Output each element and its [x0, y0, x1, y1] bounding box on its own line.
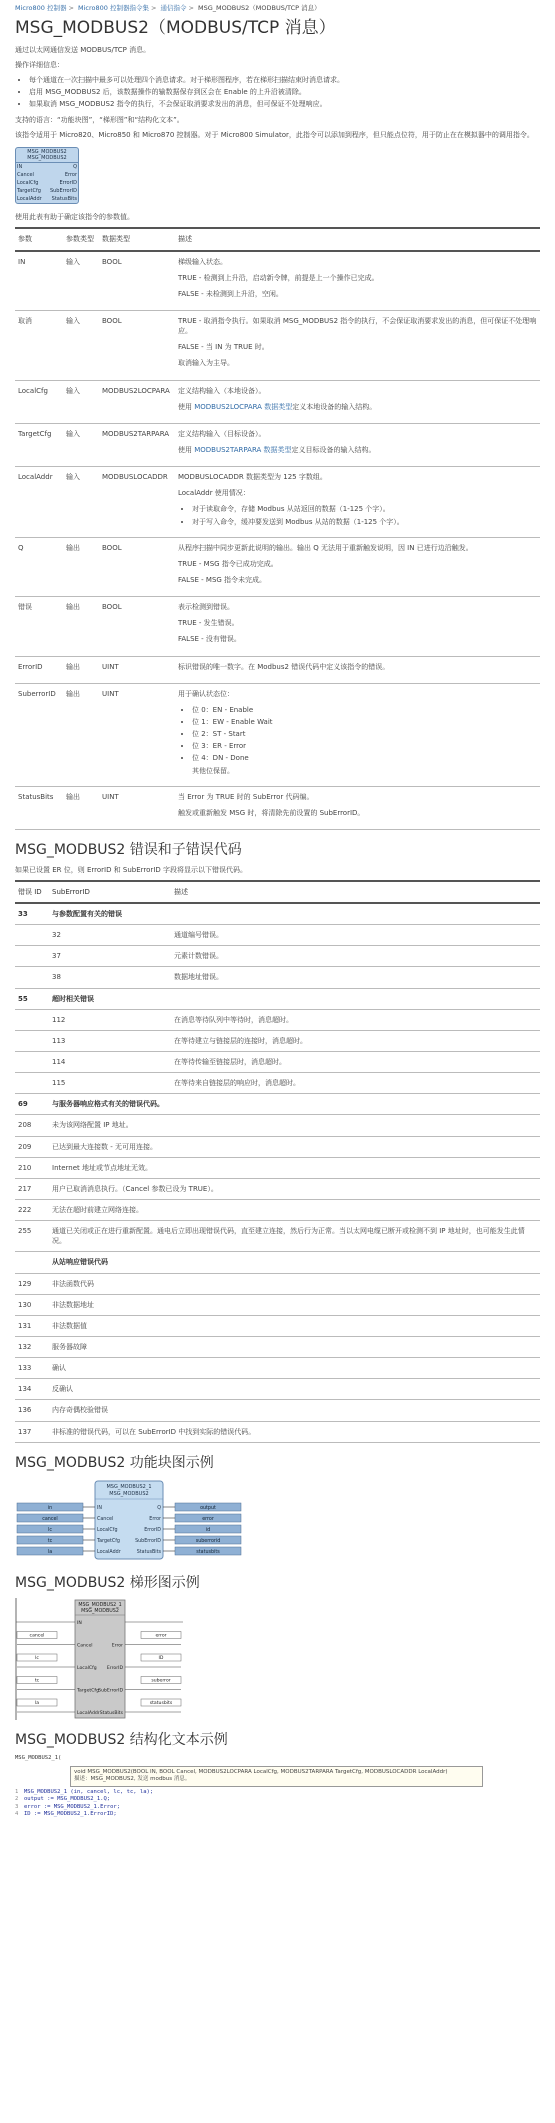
- line-number: 4: [15, 1811, 19, 1818]
- fbd-input-pin: LocalAddr: [97, 1550, 121, 1556]
- param-name-cell: SuberrorID: [15, 683, 63, 786]
- table-row: [15, 1094, 540, 1115]
- description-text: 当 Error 为 TRUE 时的 SubError 代码编。: [178, 792, 314, 801]
- applies-to: 该指令适用于 Micro820、Micro850 和 Micro870 控制器。对于 Micro800 Simulator，此指令可以添加到程序，但只能点位符，用于防止在在模拟器中的调用指令。: [15, 130, 534, 139]
- list-item: • 启用 MSG_MODBUS2 后，该数据操作的输数据保存到区会在 Enable 的上升沿被清除。: [29, 87, 540, 97]
- description-text: 标识错误的唯一数字。在 Modbus2 错误代码中定义该指令的错误。: [178, 662, 390, 671]
- function-block-diagram: [15, 147, 79, 205]
- description-text: FALSE - MSG 指令未完成。: [178, 575, 267, 584]
- st-tooltip: [70, 1766, 483, 1787]
- error-id-cell: 255: [15, 1221, 49, 1252]
- error-description-cell: 非法函数代码: [49, 1273, 540, 1294]
- param-type-cell: 输出: [63, 786, 99, 829]
- ladder-input-pin: Cancel: [77, 1643, 93, 1649]
- description-text: TRUE - 取消指令执行。如果取消 MSG_MODBUS2 指令的执行，不会保证取消要求发出的消息，但可保证不处理响应。: [178, 317, 537, 336]
- breadcrumb-current: MSG_MODBUS2（MODBUS/TCP 消息）: [198, 4, 321, 12]
- fbd-input-pin: IN: [97, 1506, 103, 1512]
- code-line: [15, 1789, 540, 1796]
- description-link-line: [178, 402, 537, 412]
- fbd-output-pin: Error: [149, 1517, 161, 1523]
- error-id-cell: 134: [15, 1379, 49, 1400]
- table-row: [15, 656, 540, 683]
- data-type-cell: MODBUS2LOCPARA: [99, 380, 175, 423]
- error-description-cell: 非法数据值: [49, 1315, 540, 1336]
- table-row: [15, 903, 540, 925]
- table-row: [15, 380, 540, 423]
- table-row: [15, 1421, 540, 1442]
- ld-section-title: MSG_MODBUS2 梯形图示例: [15, 1575, 200, 1592]
- header-description: 描述: [175, 228, 540, 250]
- error-description-cell: 数据地址错误。: [171, 967, 540, 988]
- st-tooltip-signature: void MSG_MODBUS2(BOOL IN, BOOL Cancel, MODBUS2LOCPARA LocalCfg, MODBUS2TARPARA TargetCfg, MODBUSLOCADDR LocalAddr): [74, 1769, 448, 1776]
- table-row: [15, 1252, 540, 1273]
- ladder-input-pin: LocalAddr: [77, 1711, 100, 1717]
- error-description-cell: 在等待建立与链接层的连接时，消息超时。: [171, 1030, 540, 1051]
- error-description-cell: Internet 地址或节点地址无效。: [49, 1157, 540, 1178]
- fbd-block-title: MSG_MODBUS2_1: [106, 1484, 152, 1491]
- param-name-cell: ErrorID: [15, 656, 63, 683]
- fbd-output-pin: ErrorID: [144, 1528, 161, 1534]
- table-intro: 使用此表有助于确定该指令的参数值。: [15, 213, 134, 222]
- param-type-cell: 输出: [63, 683, 99, 786]
- header-error-id: 错误 ID: [15, 881, 49, 903]
- table-row: [15, 423, 540, 466]
- description-text: 用于确认状态位：: [178, 689, 234, 698]
- table-row: [15, 1157, 540, 1178]
- breadcrumb-link-instruction-set[interactable]: Micro800 控制器指令集: [78, 4, 149, 12]
- error-description-cell: 确认: [49, 1358, 540, 1379]
- error-description-cell: 在等待来自链接层的响应时，消息超时。: [171, 1073, 540, 1094]
- table-row: [15, 1358, 540, 1379]
- error-id-cell: [15, 946, 49, 967]
- fbd-output-variable-label: id: [205, 1528, 211, 1534]
- data-type-cell: BOOL: [99, 251, 175, 311]
- param-type-cell: 输出: [63, 597, 99, 656]
- line-number: 3: [15, 1803, 19, 1810]
- header-description: 描述: [171, 881, 540, 903]
- error-group-label: 超时相关错误: [49, 988, 540, 1009]
- ladder-example-diagram: [15, 1598, 540, 1720]
- param-type-cell: 输出: [63, 656, 99, 683]
- error-description-cell: 已达到最大连接数 - 无可用连接。: [49, 1136, 540, 1157]
- error-description-cell: 非标准的错误代码，可以在 SubErrorID 中找到实际的错误代码。: [49, 1421, 540, 1442]
- ladder-input-pin: IN: [77, 1621, 82, 1627]
- link-prefix: 使用: [178, 402, 195, 411]
- error-description-cell: 无法在超时前建立网络连接。: [49, 1199, 540, 1220]
- error-id-cell: 222: [15, 1199, 49, 1220]
- ladder-output-variable-label: suberror: [151, 1678, 171, 1684]
- ladder-output-pin: ErrorID: [106, 1666, 123, 1672]
- block-pin-row: IN Q: [17, 164, 77, 171]
- error-id-cell: 132: [15, 1336, 49, 1357]
- table-row: [15, 467, 540, 538]
- error-id-cell: 210: [15, 1157, 49, 1178]
- error-id-cell: 130: [15, 1294, 49, 1315]
- param-name-cell: 错误: [15, 597, 63, 656]
- data-type-link[interactable]: MODBUS2LOCPARA 数据类型: [194, 402, 293, 411]
- description-cell: [175, 656, 540, 683]
- error-id-cell: [15, 925, 49, 946]
- op-details-list: [15, 75, 540, 109]
- errors-section-title: MSG_MODBUS2 错误和子错误代码: [15, 841, 242, 858]
- ladder-example-svg: [15, 1598, 185, 1720]
- description-link-line: [178, 445, 537, 455]
- suberror-id-cell: 114: [49, 1052, 171, 1073]
- error-description-cell: 元素计数错误。: [171, 946, 540, 967]
- fbd-input-pin: TargetCfg: [97, 1539, 120, 1545]
- error-id-cell: 129: [15, 1273, 49, 1294]
- ladder-output-variable-label: error: [155, 1633, 167, 1639]
- error-id-cell: 208: [15, 1115, 49, 1136]
- suberror-id-cell: 112: [49, 1009, 171, 1030]
- st-tooltip-description: 描述：MSG_MODBUS2, 发送 modbus 消息。: [74, 1776, 191, 1783]
- param-type-cell: 输入: [63, 423, 99, 466]
- description-text: 梯级输入状态。: [178, 257, 227, 266]
- table-row: [15, 1052, 540, 1073]
- block-pin-row: Cancel Error: [17, 172, 77, 179]
- param-name-cell: TargetCfg: [15, 423, 63, 466]
- table-row: [15, 1400, 540, 1421]
- error-description-cell: 用户已取消消息执行。（Cancel 参数已设为 TRUE）。: [49, 1178, 540, 1199]
- table-row: [15, 683, 540, 786]
- error-id-cell: 137: [15, 1421, 49, 1442]
- table-row: [15, 251, 540, 311]
- description-text: 触发或重新触发 MSG 时，将清除先前设置的 SubErrorID。: [178, 808, 365, 817]
- list-item: • 位 4：DN - Done: [192, 753, 537, 763]
- description-cell: [175, 311, 540, 381]
- error-description-cell: 未为该网络配置 IP 地址。: [49, 1115, 540, 1136]
- st-editor-tab[interactable]: MSG_MODBUS2_1(: [15, 1755, 62, 1762]
- error-id-cell: 209: [15, 1136, 49, 1157]
- description-text: 定义结构输入（目标设备）。: [178, 429, 266, 438]
- ladder-output-variable-label: statusbits: [149, 1701, 173, 1707]
- fbd-output-variable-label: error: [202, 1517, 214, 1523]
- ladder-output-pin: StatusBits: [99, 1711, 123, 1717]
- list-item: • 对于读取命令，存储 Modbus 从站返回的数据（1-125 个字）。: [192, 504, 537, 514]
- suberror-id-cell: 38: [49, 967, 171, 988]
- table-row: [15, 311, 540, 381]
- table-row: [15, 1273, 540, 1294]
- error-id-cell: [15, 1009, 49, 1030]
- link-suffix: 定义本地设备的输入结构。: [292, 402, 377, 411]
- op-details-title: 操作详细信息：: [15, 60, 64, 69]
- description-text: 从程序扫描中同步更新此说明的输出。输出 Q 无法用于重新触发说明，因 IN 已进行边沿触发。: [178, 543, 473, 552]
- table-row: [15, 988, 540, 1009]
- fbd-block-title: MSG_MODBUS2: [109, 1491, 149, 1498]
- list-item: • 位 0：EN - Enable: [192, 705, 537, 715]
- error-code-table: [15, 880, 540, 1443]
- code-text: output := MSG_MODBUS2_1.Q;: [24, 1796, 111, 1803]
- description-text: FALSE - 未检测到上升沿，空闲。: [178, 289, 283, 298]
- header-data-type: 数据类型: [99, 228, 175, 250]
- error-id-cell: 133: [15, 1358, 49, 1379]
- ladder-block-title: MSG_MODBUS2: [81, 1609, 119, 1615]
- data-type-cell: UINT: [99, 683, 175, 786]
- error-group-id: [15, 1252, 49, 1273]
- description-cell: [175, 423, 540, 466]
- error-group-id: 69: [15, 1094, 49, 1115]
- param-name-cell: StatusBits: [15, 786, 63, 829]
- description-list: [178, 705, 537, 776]
- description-text: TRUE - 发生错误。: [178, 619, 239, 628]
- param-name-cell: IN: [15, 251, 63, 311]
- description-text: MODBUSLOCADDR 数据类型为 125 字数组。: [178, 473, 327, 482]
- breadcrumb-link-comm[interactable]: 通信指令: [160, 4, 187, 12]
- ladder-input-variable-label: la: [34, 1701, 40, 1707]
- fbd-example-svg: [15, 1477, 245, 1563]
- fbd-output-pin: Q: [157, 1506, 161, 1512]
- data-type-cell: MODBUSLOCADDR: [99, 467, 175, 538]
- param-name-cell: 取消: [15, 311, 63, 381]
- param-type-cell: 输入: [63, 467, 99, 538]
- param-type-cell: 输入: [63, 311, 99, 381]
- header-param: 参数: [15, 228, 63, 250]
- breadcrumb: Micro800 控制器 > Micro800 控制器指令集 > 通信指令 > MSG_MODBUS2（MODBUS/TCP 消息）: [15, 4, 321, 12]
- ladder-input-variable-label: cancel: [29, 1633, 45, 1639]
- intro-text: 通过以太网通信发送 MODBUS/TCP 消息。: [15, 45, 151, 54]
- table-row: [15, 1294, 540, 1315]
- link-suffix: 定义目标设备的输入结构。: [291, 445, 376, 454]
- fbd-output-pin: SubErrorID: [135, 1539, 161, 1545]
- error-group-label: 与服务器响应格式有关的错误代码。: [49, 1094, 540, 1115]
- list-item: • 对于写入命令，缓冲要发送到 Modbus 从站的数据（1-125 个字）。: [192, 517, 537, 527]
- block-title: MSG_MODBUS2 MSG_MODBUS2: [16, 148, 78, 164]
- list-item: • 位 3：ER - Error: [192, 741, 537, 751]
- description-cell: [175, 380, 540, 423]
- data-type-cell: UINT: [99, 786, 175, 829]
- ladder-output-pin: Error: [111, 1643, 123, 1649]
- ladder-output-variable-label: ID: [158, 1656, 164, 1662]
- ladder-input-pin: TargetCfg: [77, 1688, 99, 1694]
- ladder-block-title: MSG_MODBUS2_1: [78, 1603, 122, 1609]
- block-pin-row: LocalCfg ErrorID: [17, 180, 77, 187]
- error-id-cell: 136: [15, 1400, 49, 1421]
- description-list: [178, 504, 537, 526]
- description-cell: [175, 683, 540, 786]
- table-row: [15, 537, 540, 596]
- fbd-output-variable-label: suberrorid: [195, 1539, 221, 1545]
- errors-intro: 如果已设置 ER 位，则 ErrorID 和 SubErrorID 字段将显示以下错误代码。: [15, 865, 247, 874]
- list-item: • 每个通道在一次扫描中最多可以处理四个消息请求。对于梯形图程序，若在梯形扫描结束时消息请求。: [29, 75, 540, 85]
- description-note: 其他位保留。: [192, 766, 234, 775]
- ladder-input-pin: LocalCfg: [77, 1666, 97, 1672]
- st-editor: [15, 1755, 540, 1819]
- param-type-cell: 输入: [63, 380, 99, 423]
- data-type-cell: BOOL: [99, 537, 175, 596]
- link-prefix: 使用: [178, 445, 195, 454]
- line-number: 2: [15, 1796, 19, 1803]
- param-type-cell: 输入: [63, 251, 99, 311]
- table-row: [15, 1136, 540, 1157]
- ladder-output-pin: SubErrorID: [98, 1688, 123, 1694]
- error-id-cell: [15, 967, 49, 988]
- table-row: [15, 1315, 540, 1336]
- param-name-cell: LocalCfg: [15, 380, 63, 423]
- supported-languages: 支持的语言：“功能块图”，“梯形图”和“结构化文本”。: [15, 115, 184, 124]
- table-header-row: [15, 228, 540, 250]
- table-row: [15, 925, 540, 946]
- table-row: [15, 1221, 540, 1252]
- description-text: TRUE - 检测到上升沿，启动新令牌，前提是上一个操作已完成。: [178, 273, 379, 282]
- list-item: • 如果取消 MSG_MODBUS2 指令的执行，不会保证取消要求发出的消息，但可保证不处理响应。: [29, 99, 540, 109]
- suberror-id-cell: 115: [49, 1073, 171, 1094]
- table-header-row: [15, 881, 540, 903]
- parameter-table: [15, 227, 540, 830]
- error-group-id: 55: [15, 988, 49, 1009]
- table-row: [15, 597, 540, 656]
- param-type-cell: 输出: [63, 537, 99, 596]
- breadcrumb-link-controller[interactable]: Micro800 控制器: [15, 4, 67, 12]
- description-cell: [175, 537, 540, 596]
- table-row: [15, 1073, 540, 1094]
- table-row: [15, 1009, 540, 1030]
- description-text: 表示检测到错误。: [178, 603, 234, 612]
- error-group-label: 从站响应错误代码: [49, 1252, 540, 1273]
- description-text: TRUE - MSG 指令已成功完成。: [178, 559, 278, 568]
- error-group-label: 与参数配置有关的错误: [49, 903, 540, 925]
- description-cell: [175, 786, 540, 829]
- line-number: 1: [15, 1788, 19, 1795]
- param-name-cell: Q: [15, 537, 63, 596]
- error-description-cell: 服务器故障: [49, 1336, 540, 1357]
- fbd-input-pin: LocalCfg: [97, 1528, 118, 1534]
- ladder-input-variable-label: tc: [34, 1678, 40, 1684]
- fbd-input-variable-label: cancel: [42, 1517, 58, 1523]
- page-title: MSG_MODBUS2（MODBUS/TCP 消息）: [15, 18, 336, 39]
- suberror-id-cell: 37: [49, 946, 171, 967]
- code-text: MSG_MODBUS2_1 (in, cancel, lc, tc, la);: [24, 1788, 154, 1795]
- table-row: [15, 1030, 540, 1051]
- param-name-cell: LocalAddr: [15, 467, 63, 538]
- table-row: [15, 1178, 540, 1199]
- fbd-input-variable-label: la: [47, 1550, 53, 1556]
- error-description-cell: 通道已关闭或正在进行重新配置。通电后立即出现错误代码，直至建立连接，然后行为正常。当以太网电缆已断开或检测不到 IP 地址时，也可能发生此情况。: [49, 1221, 540, 1252]
- error-description-cell: 在等待传输至链接层时，消息超时。: [171, 1052, 540, 1073]
- table-row: [15, 1336, 540, 1357]
- error-id-cell: 131: [15, 1315, 49, 1336]
- description-text: 定义结构输入（本地设备）。: [178, 386, 266, 395]
- st-code-block[interactable]: [15, 1789, 540, 1819]
- data-type-link[interactable]: MODBUS2TARPARA 数据类型: [194, 445, 292, 454]
- table-row: [15, 1115, 540, 1136]
- block-pin-row: LocalAddr StatusBits: [17, 196, 77, 203]
- fbd-input-variable-label: in: [47, 1506, 53, 1512]
- ladder-input-variable-label: lc: [35, 1656, 39, 1662]
- error-group-id: 33: [15, 903, 49, 925]
- list-item: • 位 1：EW - Enable Wait: [192, 717, 537, 727]
- header-suberror-id: SubErrorID: [49, 881, 171, 903]
- ladder-block[interactable]: [75, 1600, 125, 1718]
- header-param-type: 参数类型: [63, 228, 99, 250]
- description-text: 取消输入为主导。: [178, 359, 234, 368]
- error-id-cell: [15, 1030, 49, 1051]
- fbd-section-title: MSG_MODBUS2 功能块图示例: [15, 1454, 214, 1471]
- error-description-cell: 在消息等待队列中等待时，消息超时。: [171, 1009, 540, 1030]
- list-item: • 位 2：ST - Start: [192, 729, 537, 739]
- fbd-input-variable-label: lc: [48, 1528, 52, 1534]
- table-row: [15, 967, 540, 988]
- description-cell: [175, 467, 540, 538]
- code-line: [15, 1811, 540, 1818]
- error-description-cell: 通道编号错误。: [171, 925, 540, 946]
- description-text: FALSE - 没有错误。: [178, 635, 241, 644]
- st-section-title: MSG_MODBUS2 结构化文本示例: [15, 1732, 228, 1749]
- suberror-id-cell: 113: [49, 1030, 171, 1051]
- data-type-cell: BOOL: [99, 597, 175, 656]
- data-type-cell: UINT: [99, 656, 175, 683]
- data-type-cell: BOOL: [99, 311, 175, 381]
- error-description-cell: 非法数据地址: [49, 1294, 540, 1315]
- fbd-input-variable-label: tc: [47, 1539, 53, 1545]
- fbd-output-pin: StatusBits: [136, 1550, 161, 1556]
- error-id-cell: [15, 1073, 49, 1094]
- code-text: error := MSG_MODBUS2_1.Error;: [24, 1803, 121, 1810]
- error-id-cell: 217: [15, 1178, 49, 1199]
- description-cell: [175, 597, 540, 656]
- fbd-input-pin: Cancel: [97, 1517, 114, 1523]
- table-row: [15, 1379, 540, 1400]
- suberror-id-cell: 32: [49, 925, 171, 946]
- data-type-cell: MODBUS2TARPARA: [99, 423, 175, 466]
- error-id-cell: [15, 1052, 49, 1073]
- code-line: [15, 1796, 540, 1803]
- description-text: FALSE - 当 IN 为 TRUE 时。: [178, 343, 269, 352]
- error-description-cell: 反确认: [49, 1379, 540, 1400]
- table-row: [15, 1199, 540, 1220]
- table-row: [15, 786, 540, 829]
- fbd-output-variable-label: statusbits: [196, 1550, 220, 1556]
- fbd-output-variable-label: output: [200, 1506, 216, 1512]
- description-cell: [175, 251, 540, 311]
- description-text: LocalAddr 使用情况：: [178, 489, 250, 498]
- fbd-example-diagram: [15, 1477, 540, 1563]
- block-pin-row: TargetCfg SubErrorID: [17, 188, 77, 195]
- error-description-cell: 内存奇偶校验错误: [49, 1400, 540, 1421]
- code-text: ID := MSG_MODBUS2_1.ErrorID;: [24, 1811, 117, 1818]
- table-row: [15, 946, 540, 967]
- code-line: [15, 1804, 540, 1811]
